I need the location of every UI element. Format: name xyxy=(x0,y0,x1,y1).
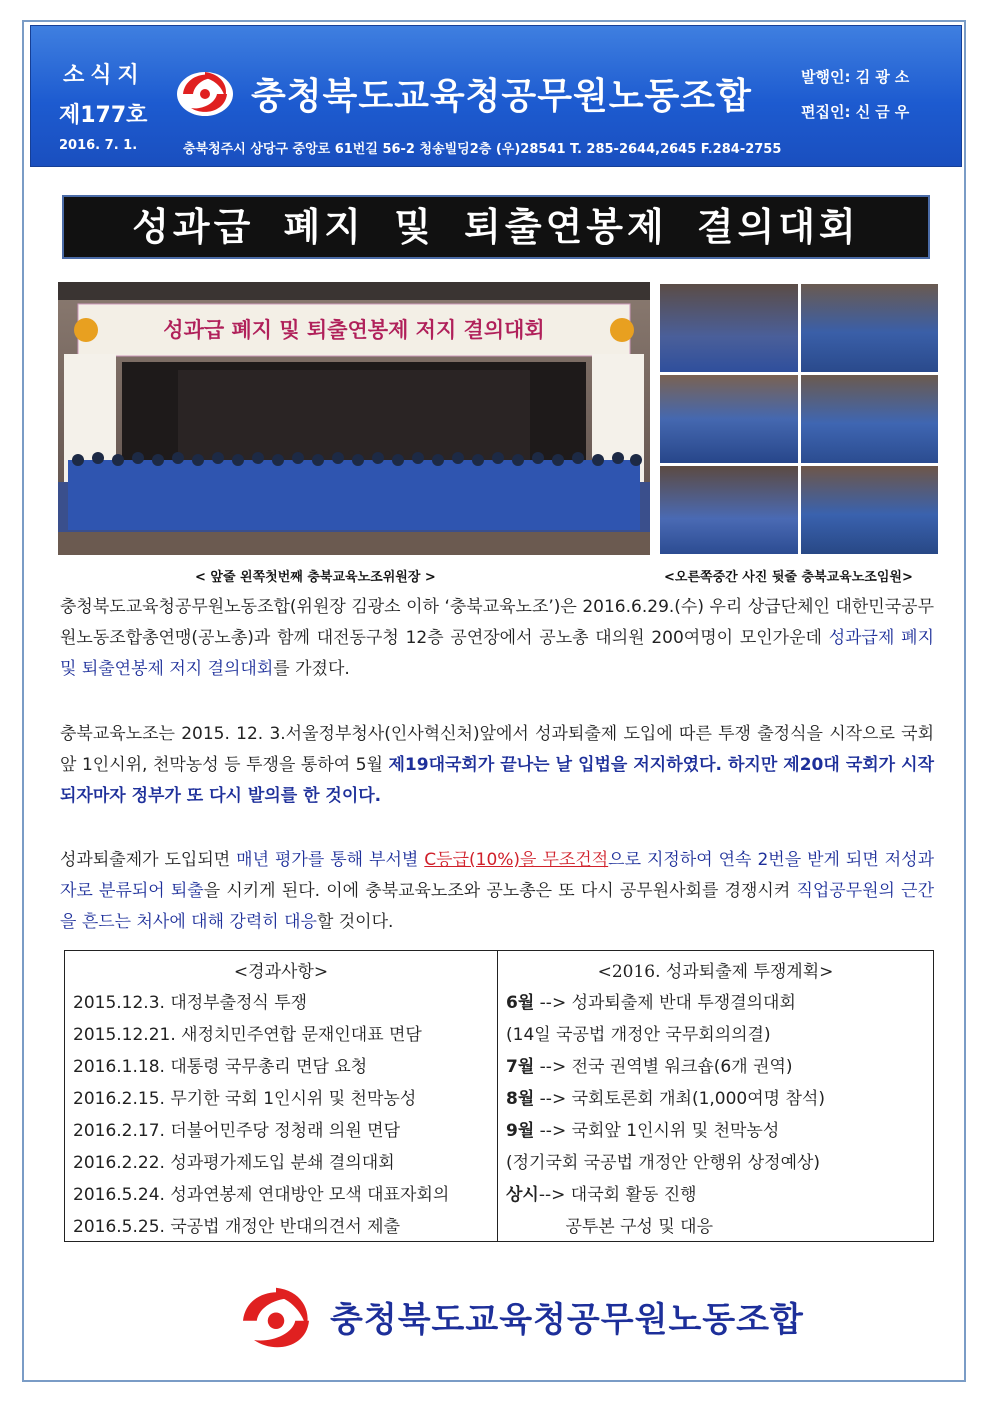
plan-text: --> 성과퇴출제 반대 투쟁결의대회 xyxy=(534,993,796,1013)
plan-month: 7월 xyxy=(506,1057,535,1077)
progress-header: <경과사항> xyxy=(233,962,329,982)
paragraph-3-middle: 을 시키게 된다. 이에 충북교육노조와 공노총은 또 다시 공무원사회를 경쟁시켜 xyxy=(203,881,797,901)
paragraph-3-highlight: C등급(10%)을 무조건적 xyxy=(424,850,609,870)
grid-photo xyxy=(660,466,798,554)
plan-month: 9월 xyxy=(506,1121,535,1141)
banner-text: 성과급 폐지 및 퇴출연봉제 저지 결의대회 xyxy=(163,317,545,342)
progress-column xyxy=(65,951,498,1241)
union-logo-icon xyxy=(173,64,237,120)
issue-number: 제177호 xyxy=(59,103,148,128)
plan-text: --> 국회앞 1인시위 및 천막농성 xyxy=(534,1121,780,1141)
table-row xyxy=(498,1019,933,1051)
plan-text: --> 대국회 활동 진행 xyxy=(538,1185,697,1205)
photo-caption-left: < 앞줄 왼쪽첫번째 충북교육노조위원장 > xyxy=(195,570,436,585)
grid-photo xyxy=(801,284,939,372)
table-row xyxy=(498,987,933,1019)
plan-text: (14일 국공법 개정안 국무회의의결) xyxy=(506,1025,771,1045)
paragraph-3-text: 성과퇴출제가 도입되면 xyxy=(60,850,237,870)
editor-name: 신금우 xyxy=(855,103,915,121)
masthead xyxy=(30,25,962,167)
table-row: 2016.2.17. 더불어민주당 정청래 의원 면담 xyxy=(73,1121,401,1141)
paragraph-3-emphasis-3: 직업공무원의 근간을 흔드는 처사에 대해 강력히 대응 xyxy=(60,881,934,932)
paragraph-2 xyxy=(60,719,934,812)
rally-photo-main xyxy=(58,282,650,555)
paragraph-1-text: 충청북도교육청공무원노동조합(위원장 김광소 이하 ‘충북교육노조’)은 2016.6.29.(수) 우리 상급단체인 대한민국공무원노동조합총연맹(공노총)과 함께 대전동구청 12층 공연장에서 공노총 대의원 200여명이 모인가운데 xyxy=(60,597,934,648)
paragraph-3 xyxy=(60,845,934,938)
plan-text: 공투본 구성 및 대응 xyxy=(506,1217,714,1237)
publisher xyxy=(801,66,914,87)
plan-header: <2016. 성과퇴출제 투쟁계획> xyxy=(597,962,834,982)
publisher-name: 김광소 xyxy=(855,68,915,86)
photo-caption-right: <오른쪽중간 사진 뒷줄 충북교육노조임원> xyxy=(664,570,913,585)
plan-text: --> 전국 권역별 워크숍(6개 권역) xyxy=(534,1057,793,1077)
table-row xyxy=(498,1115,933,1147)
org-address: 충북청주시 상당구 중앙로 61번길 56-2 청송빌딩2층 (우)28541 T. 285-2644,2645 F.284-2755 xyxy=(183,142,782,157)
paragraph-2-text: 충북교육노조는 2015. 12. 3.서울정부청사(인사혁신처)앞에서 성과퇴출제 도입에 따른 투쟁 출정식을 시작으로 국회 앞 1인시위, 천막농성 등 투쟁을 통하여 5월 xyxy=(60,724,934,775)
table-row xyxy=(498,1211,933,1243)
org-name-header: 충청북도교육청공무원노동조합 xyxy=(251,76,752,117)
grid-photo xyxy=(660,375,798,463)
plan-month: 8월 xyxy=(506,1089,535,1109)
rally-photo-grid xyxy=(660,284,938,554)
publisher-label: 발행인: xyxy=(801,68,851,86)
paragraph-1-emphasis: 성과급제 폐지 및 퇴출연봉제 저지 결의대회 xyxy=(60,628,935,679)
paragraph-3-end: 할 것이다. xyxy=(316,912,394,932)
table-row: 2016.5.25. 국공법 개정안 반대의견서 제출 xyxy=(73,1217,401,1237)
table-row xyxy=(498,1179,933,1211)
table-row xyxy=(498,1051,933,1083)
paragraph-1-end: 를 가졌다. xyxy=(273,659,350,679)
issue-date: 2016. 7. 1. xyxy=(59,138,138,153)
paragraph-2-emphasis: 제19대국회가 끝나는 날 입법을 저지하였다. 하지만 제20대 국회가 시작되자마자 정부가 또 다시 발의를 한 것이다. xyxy=(60,755,934,806)
table-row xyxy=(498,1147,933,1179)
table-row: 2016.2.15. 무기한 국회 1인시위 및 천막농성 xyxy=(73,1089,417,1109)
plan-column xyxy=(498,951,933,1241)
paragraph-3-emphasis-2: 으로 지정하여 연속 2번을 받게 되면 저성과자로 분류되어 퇴출 xyxy=(60,850,934,901)
union-logo-icon-footer xyxy=(232,1278,320,1358)
table-row: 2015.12.3. 대정부출정식 투쟁 xyxy=(73,993,308,1013)
grid-photo xyxy=(660,284,798,372)
org-name-footer: 충청북도교육청공무원노동조합 xyxy=(330,1300,804,1340)
timeline-table xyxy=(64,950,934,1242)
paragraph-3-emphasis-1: 매년 평가를 통해 부서별 xyxy=(236,850,425,870)
editor xyxy=(801,101,914,122)
grid-photo xyxy=(801,375,939,463)
plan-month: 6월 xyxy=(506,993,535,1013)
headline: 성과급 폐지 및 퇴출연봉제 결의대회 xyxy=(62,195,930,259)
editor-label: 편집인: xyxy=(801,103,851,121)
table-row: 2015.12.21. 새정치민주연합 문재인대표 면담 xyxy=(73,1025,422,1045)
grid-photo xyxy=(801,466,939,554)
table-row: 2016.1.18. 대통령 국무총리 면담 요청 xyxy=(73,1057,368,1077)
table-row xyxy=(498,1083,933,1115)
table-row: 2016.5.24. 성과연봉제 연대방안 모색 대표자회의 xyxy=(73,1185,450,1205)
plan-text: (정기국회 국공법 개정안 안행위 상정예상) xyxy=(506,1153,821,1173)
table-row: 2016.2.22. 성과평가제도입 분쇄 결의대회 xyxy=(73,1153,395,1173)
newsletter-label: 소식지 xyxy=(63,63,145,88)
plan-text: --> 국회토론회 개최(1,000여명 참석) xyxy=(534,1089,825,1109)
paragraph-1 xyxy=(60,592,934,685)
plan-month: 상시 xyxy=(506,1185,539,1205)
